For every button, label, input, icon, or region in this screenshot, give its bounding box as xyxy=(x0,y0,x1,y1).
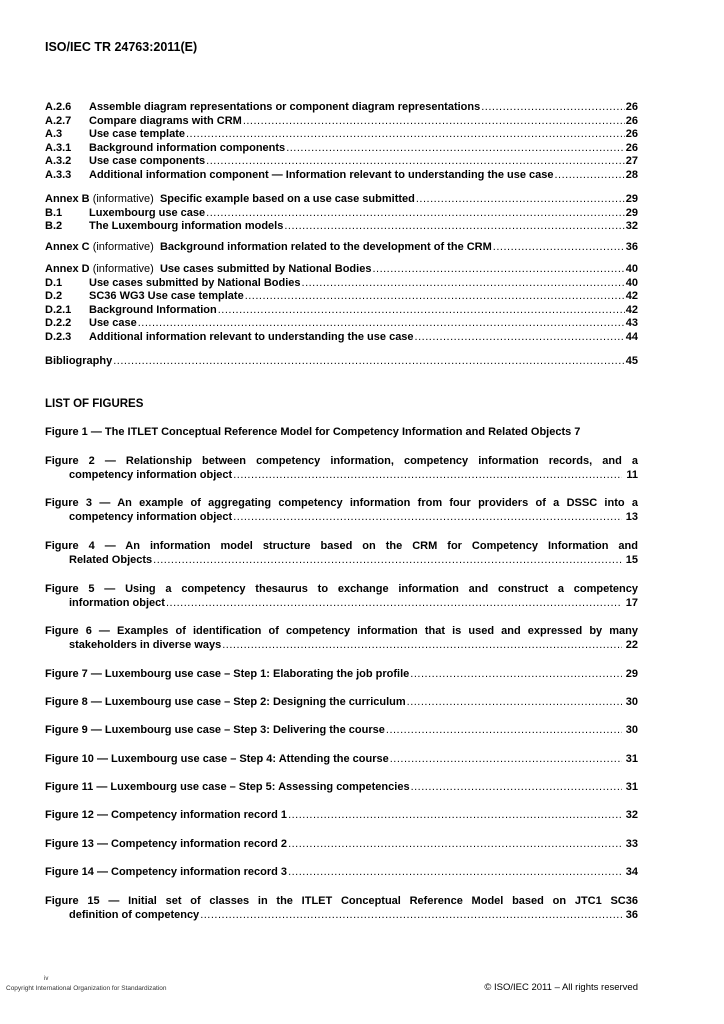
figure-entry[interactable]: Figure 1 — The ITLET Conceptual Reference Model for Competency Information and Related Objects 7 xyxy=(45,426,581,438)
leader-dots xyxy=(554,169,624,183)
leader-dots xyxy=(411,781,622,795)
leader-dots xyxy=(233,511,621,525)
toc-section-bibliography xyxy=(45,355,638,369)
toc-entry[interactable]: A.3.1 Background information components ..... 26 xyxy=(45,142,638,156)
leader-dots xyxy=(481,101,625,115)
leader-dots xyxy=(372,263,624,277)
leader-dots xyxy=(200,909,622,923)
figure-entry[interactable]: Figure 13 — Competency information record 2 ..... 33 xyxy=(45,838,638,852)
leader-dots xyxy=(206,155,625,169)
leader-dots xyxy=(222,639,621,653)
toc-annex-entry[interactable]: Annex D (informative) Use cases submitted by National Bodies ..... 40 xyxy=(45,263,638,277)
figure-entry[interactable]: Figure 7 — Luxembourg use case – Step 1: Elaborating the job profile ..... 29 xyxy=(45,668,638,682)
figure-entry[interactable]: Figure 8 — Luxembourg use case – Step 2: Designing the curriculum ..... 30 xyxy=(45,696,638,710)
toc-annex-entry[interactable]: Annex B (informative) Specific example based on a use case submitted ..... 29 xyxy=(45,193,638,207)
toc-entry[interactable]: A.2.6 Assemble diagram representations or component diagram representations ..... 26 xyxy=(45,101,638,115)
figure-entry[interactable]: Figure 14 — Competency information record 3 ..... 34 xyxy=(45,866,638,880)
leader-dots xyxy=(284,220,624,234)
toc-section-annex-c xyxy=(45,241,638,255)
toc-entry-bibliography[interactable]: Bibliography ..... 45 xyxy=(45,355,638,369)
leader-dots xyxy=(288,866,622,880)
figure-entry[interactable]: Figure 6 — Examples of identification of competency information that is used and expressed by many stakeholders in diverse ways ..... 22 xyxy=(45,625,638,652)
leader-dots xyxy=(410,668,621,682)
leader-dots xyxy=(416,193,625,207)
leader-dots xyxy=(233,469,622,483)
leader-dots xyxy=(245,290,625,304)
leader-dots xyxy=(286,142,625,156)
toc-section-annex-d xyxy=(45,263,638,344)
leader-dots xyxy=(138,317,625,331)
toc-entry[interactable]: B.1 Luxembourg use case ..... 29 xyxy=(45,207,638,221)
figure-entry[interactable]: Figure 4 — An information model structure based on the CRM for Competency Information and Related Objects ..... 15 xyxy=(45,540,638,567)
toc-entry[interactable]: D.2.1 Background Information ..... 42 xyxy=(45,304,638,318)
leader-dots xyxy=(415,331,625,345)
toc-entry[interactable]: A.2.7 Compare diagrams with CRM ..... 26 xyxy=(45,115,638,129)
leader-dots xyxy=(218,304,625,318)
toc-entry[interactable]: A.3 Use case template ..... 26 xyxy=(45,128,638,142)
leader-dots xyxy=(186,128,625,142)
figure-entry[interactable]: Figure 11 — Luxembourg use case – Step 5: Assessing competencies ..... 31 xyxy=(45,781,638,795)
page-number: iv xyxy=(44,976,49,982)
toc-entry[interactable]: D.2.2 Use case ..... 43 xyxy=(45,317,638,331)
leader-dots xyxy=(153,554,622,568)
figure-entry[interactable]: Figure 10 — Luxembourg use case – Step 4: Attending the course ..... 31 xyxy=(45,753,638,767)
figure-entry[interactable]: Figure 9 — Luxembourg use case – Step 3: Delivering the course ..... 30 xyxy=(45,724,638,738)
toc-entry[interactable]: A.3.2 Use case components ..... 27 xyxy=(45,155,638,169)
toc-entry[interactable]: D.2 SC36 WG3 Use case template ..... 42 xyxy=(45,290,638,304)
toc-entry[interactable]: D.2.3 Additional information relevant to understanding the use case ..... 44 xyxy=(45,331,638,345)
toc-entry[interactable]: A.3.3 Additional information component — Information relevant to understanding the use case ..... 28 xyxy=(45,169,638,183)
figure-entry[interactable]: Figure 5 — Using a competency thesaurus to exchange information and construct a competency information object ..... 17 xyxy=(45,583,638,610)
toc-section-annex-b xyxy=(45,193,638,234)
leader-dots xyxy=(288,838,622,852)
leader-dots xyxy=(288,809,622,823)
toc-entry[interactable]: B.2 The Luxembourg information models ..... 32 xyxy=(45,220,638,234)
leader-dots xyxy=(206,207,625,221)
leader-dots xyxy=(166,597,622,611)
list-of-figures-heading: LIST OF FIGURES xyxy=(45,398,144,410)
toc-entry[interactable]: D.1 Use cases submitted by National Bodies ..... 40 xyxy=(45,277,638,291)
toc-annex-entry[interactable]: Annex C (informative) Background information related to the development of the CRM ..... 36 xyxy=(45,241,638,255)
leader-dots xyxy=(390,753,622,767)
figure-entry[interactable]: Figure 15 — Initial set of classes in the ITLET Conceptual Reference Model based on JTC1 SC36 definition of competency ..... 36 xyxy=(45,895,638,922)
figure-entry[interactable]: Figure 12 — Competency information record 1 ..... 32 xyxy=(45,809,638,823)
leader-dots xyxy=(243,115,625,129)
toc-section-annex-a xyxy=(45,101,638,182)
footer-copyright-right: © ISO/IEC 2011 – All rights reserved xyxy=(484,982,638,993)
leader-dots xyxy=(407,696,622,710)
leader-dots xyxy=(386,724,622,738)
leader-dots xyxy=(113,355,625,369)
document-header: ISO/IEC TR 24763:2011(E) xyxy=(45,40,198,54)
figure-entry[interactable]: Figure 2 — Relationship between competency information, competency information records, and a competency information object ..... 11 xyxy=(45,455,638,482)
figure-entry[interactable]: Figure 3 — An example of aggregating competency information from four providers of a DSSC into a competency information object ..... 13 xyxy=(45,497,638,524)
footer-copyright-left: Copyright International Organization for Standardization xyxy=(6,985,167,992)
leader-dots xyxy=(302,277,625,291)
leader-dots xyxy=(493,241,625,255)
